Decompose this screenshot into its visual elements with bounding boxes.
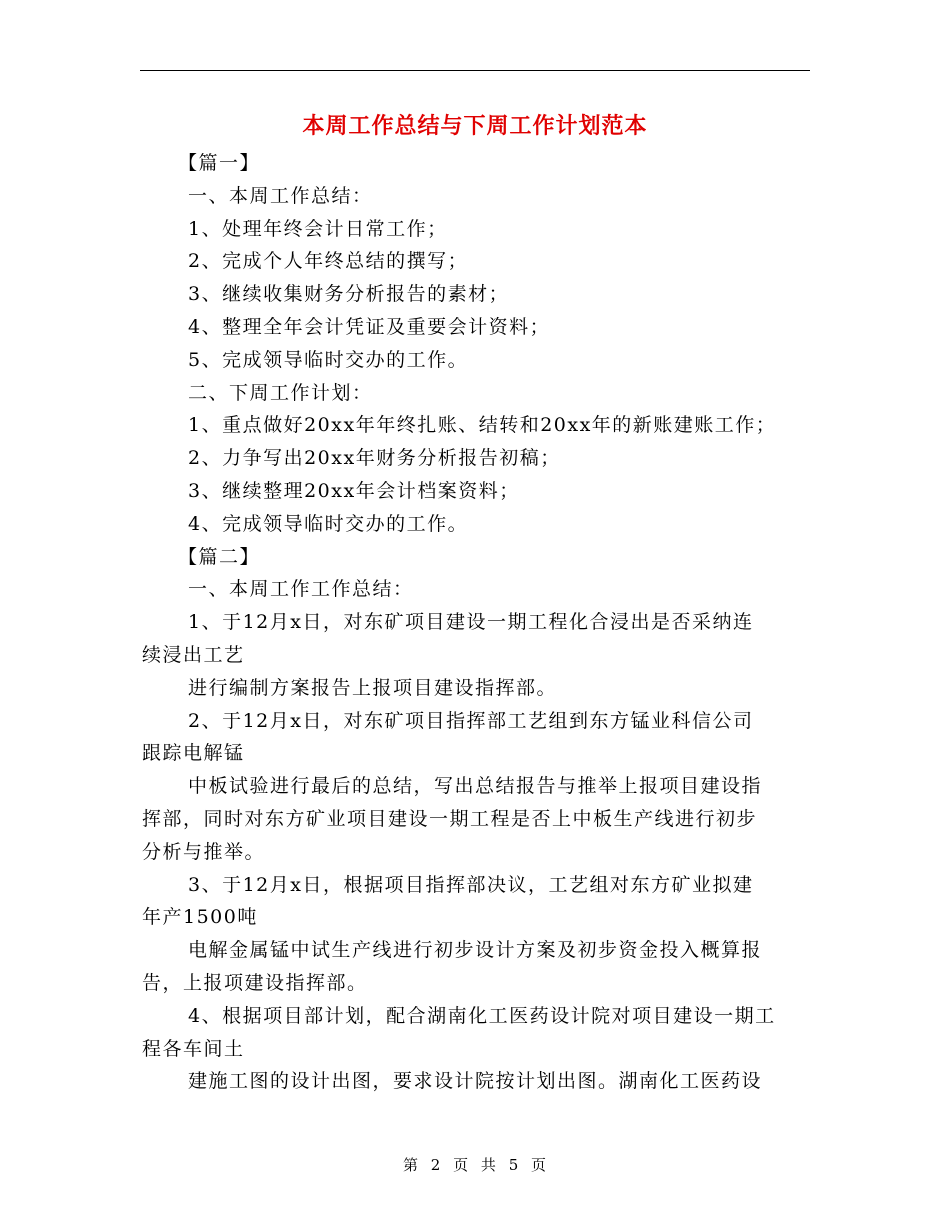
footer-mid-2: 共: [480, 1156, 497, 1174]
paragraph-line: 建施工图的设计出图，要求设计院按计划出图。湖南化工医药设: [188, 1070, 763, 1093]
paragraph-line: 1、处理年终会计日常工作；: [188, 217, 448, 240]
section-heading: 【篇二】: [178, 545, 261, 568]
paragraph-line: 4、整理全年会计凭证及重要会计资料；: [188, 315, 551, 338]
paragraph-line: 2、力争写出20xx年财务分析报告初稿；: [188, 447, 561, 470]
total-page-number: 5: [508, 1156, 520, 1174]
paragraph-line: 二、下周工作计划：: [188, 381, 373, 404]
paragraph-line: 2、完成个人年终总结的撰写；: [188, 250, 469, 273]
section-heading: 【篇一】: [178, 152, 261, 174]
footer-mid-1: 页: [453, 1156, 470, 1174]
paragraph-line: 3、继续整理20xx年会计档案资料；: [188, 479, 520, 502]
paragraph-line: 3、继续收集财务分析报告的素材；: [188, 283, 510, 306]
paragraph-line: 4、完成领导临时交办的工作。: [188, 512, 469, 535]
footer-suffix: 页: [531, 1156, 548, 1174]
footer-prefix: 第: [402, 1156, 419, 1174]
paragraph-line: 跟踪电解锰: [142, 742, 245, 765]
current-page-number: 2: [430, 1156, 442, 1174]
paragraph-line: 告，上报项建设指挥部。: [142, 971, 368, 994]
paragraph-line: 程各车间土: [142, 1037, 245, 1060]
paragraph-line: 1、重点做好20xx年年终扎账、结转和20xx年的新账建账工作；: [188, 414, 777, 437]
paragraph-line: 续浸出工艺: [142, 643, 245, 666]
paragraph-line: 5、完成领导临时交办的工作。: [188, 348, 469, 371]
paragraph-line: 4、根据项目部计划，配合湖南化工医药设计院对项目建设一期工: [188, 1004, 776, 1027]
paragraph-line: 进行编制方案报告上报项目建设指挥部。: [188, 676, 558, 699]
header-rule: [140, 70, 810, 71]
paragraph-line: 分析与推举。: [142, 840, 266, 863]
page-footer: [0, 1153, 950, 1177]
paragraph-line: 一、本周工作总结：: [188, 184, 373, 207]
paragraph-line: 1、于12月x日，对东矿项目建设一期工程化合浸出是否采纳连: [188, 611, 754, 634]
paragraph-line: 一、本周工作工作总结：: [188, 578, 414, 601]
paragraph-line: 2、于12月x日，对东矿项目指挥部工艺组到东方锰业科信公司: [188, 709, 754, 732]
paragraph-line: 3、于12月x日，根据项目指挥部决议，工艺组对东方矿业拟建: [188, 873, 754, 896]
paragraph-line: 年产1500吨: [142, 906, 258, 929]
paragraph-line: 中板试验进行最后的总结，写出总结报告与推举上报项目建设指: [188, 775, 763, 798]
document-body: [142, 147, 810, 1098]
paragraph-line: 电解金属锰中试生产线进行初步设计方案及初步资金投入概算报: [188, 939, 763, 962]
paragraph-line: 挥部，同时对东方矿业项目建设一期工程是否上中板生产线进行初步: [142, 807, 758, 830]
document-title: 本周工作总结与下周工作计划范本: [302, 113, 648, 139]
